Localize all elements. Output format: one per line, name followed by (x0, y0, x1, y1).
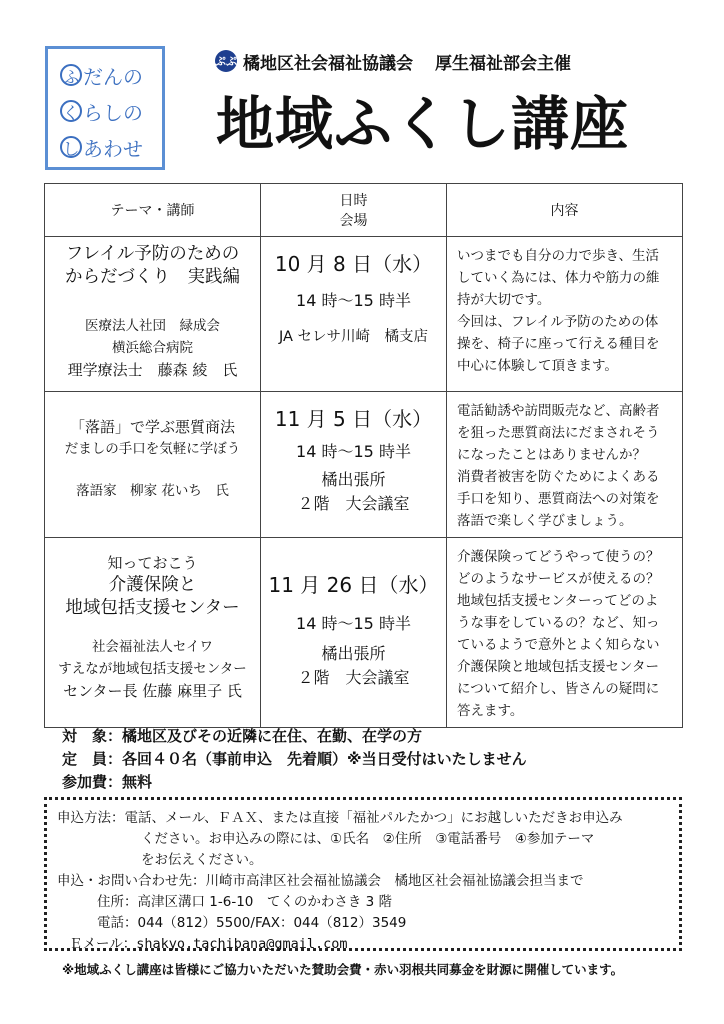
lecturer-line: 医療法人社団 緑成会 (85, 318, 220, 334)
page-title: 地域ふくし講座 (216, 90, 630, 158)
theme-cell (45, 237, 261, 392)
theme-cell (45, 538, 261, 728)
slogan-circle-char: く (60, 100, 82, 122)
lecturer-line: 横浜総合病院 (112, 340, 193, 356)
event-venue: 橘出張所 (321, 644, 386, 663)
lecturer-line: 落語家 柳家 花いち 氏 (76, 483, 229, 499)
schedule-table (44, 183, 683, 728)
fee-line (62, 771, 152, 793)
header-theme: テーマ・講師 (45, 184, 261, 237)
theme-title-line: 知っておこう (107, 554, 198, 572)
emblem-icon: ぷぷ (215, 50, 237, 72)
theme-title-line: だましの手口を気軽に学ぼう (64, 441, 241, 457)
content-cell (447, 237, 683, 392)
method-label: 申込方法： (57, 810, 125, 826)
content-line: 地域包括支援センターってどのよ (457, 593, 659, 609)
capacity-label: 定 員： (62, 750, 123, 768)
email-address[interactable]: shakyo.tachibana@gmail.com (136, 936, 348, 952)
content-line: 持が大切です。 (457, 292, 551, 308)
content-line: 電話勧誘や訪問販売など、高齢者 (457, 403, 660, 419)
contact-line: 申込・お問い合わせ先：川崎市高津区社会福祉協議会 橘地区社会福祉協議会担当まで (57, 873, 584, 889)
date-cell (261, 538, 447, 728)
content-line: 今回は、フレイル予防のための体 (457, 314, 659, 330)
event-date: 11 月 5 日（水） (274, 407, 433, 431)
content-line: 中心に体験して頂きます。 (457, 358, 618, 374)
content-line: 消費者被害を防ぐためによくある (457, 469, 660, 485)
event-time: 14 時～15 時半 (296, 614, 411, 633)
content-line: 操を、椅子に座って行える種目を (457, 336, 660, 352)
content-line: 落語で楽しく学びましょう。 (457, 513, 633, 529)
slogan-line-2 (60, 93, 156, 129)
theme-title-line: からだづくり 実践編 (65, 267, 240, 287)
content-line: いつまでも自分の力で歩き、生活 (457, 248, 659, 264)
content-line: していく為には、体力や筋力の維 (457, 270, 660, 286)
target-line (62, 725, 422, 747)
content-cell (447, 392, 683, 538)
slogan-line-3 (60, 129, 156, 165)
lecturer-line: 社会福祉法人セイワ (91, 639, 214, 655)
organizer-line (215, 48, 685, 74)
capacity-value: 各回４０名（事前申込 先着順）※当日受付はいたしません (122, 750, 527, 768)
lecturer-line: 理学療法士 藤森 綾 氏 (67, 361, 238, 379)
theme-title-line: 介護保険と (108, 575, 197, 595)
content-cell (447, 538, 683, 728)
fee-value: 無料 (122, 773, 153, 791)
content-line: を狙った悪質商法にだまされそう (457, 425, 660, 441)
theme-cell (45, 392, 261, 538)
content-line: 答えます。 (457, 703, 524, 719)
slogan-text: あわせ (83, 136, 143, 161)
date-cell (261, 237, 447, 392)
content-line: 手口を知り、悪質商法への対策を (457, 491, 660, 507)
funding-note: ※地域ふくし講座は皆様にご協力いただいた賛助会費・赤い羽根共同募金を財源に開催しています。 (62, 962, 624, 977)
slogan-circle-char: し (60, 136, 82, 158)
method-text: 電話、メール、ＦＡＸ、または直接「福祉パルたかつ」にお越しいただきお申込み (124, 810, 623, 826)
method-line (57, 808, 669, 829)
slogan-text: だんの (83, 64, 143, 89)
content-line: 介護保険と地域包括支援センター (457, 659, 659, 675)
table-row (45, 392, 683, 538)
event-date: 10 月 8 日（水） (274, 252, 433, 276)
header-date-venue (261, 184, 447, 237)
content-line: について紹介し、皆さんの疑問に (457, 681, 660, 697)
table-row (45, 538, 683, 728)
address-line: 住所：高津区溝口 1-6-10 てくのかわさき 3 階 (97, 894, 393, 910)
slogan-logo-box (45, 46, 165, 170)
date-cell (261, 392, 447, 538)
application-box (44, 797, 682, 951)
event-venue: JA セレサ川崎 橘支店 (278, 329, 429, 345)
event-room: ２階 大会議室 (297, 668, 410, 687)
slogan-text: らしの (83, 100, 143, 125)
event-time: 14 時～15 時半 (296, 442, 411, 461)
theme-title-line: 地域包括支援センター (65, 598, 240, 618)
target-label: 対 象： (62, 727, 123, 745)
table-header-row (45, 184, 683, 237)
table-row (45, 237, 683, 392)
event-time: 14 時～15 時半 (296, 291, 411, 310)
header-venue: 会場 (339, 213, 368, 229)
fee-label: 参加費： (62, 773, 123, 791)
theme-title-line: 「落語」で学ぶ悪質商法 (69, 418, 235, 436)
content-line: うな事をしているの？など、知っ (457, 615, 660, 631)
header-content: 内容 (447, 184, 683, 237)
content-line: になったことはありませんか？ (457, 447, 646, 463)
email-label: Ｅメール： (69, 936, 137, 952)
content-line: どのようなサービスが使えるの？ (457, 571, 660, 587)
sponsor-name: 厚生福祉部会主催 (435, 53, 571, 74)
event-date: 11 月 26 日（水） (268, 573, 439, 597)
method-line: ください。お申込みの際には、①氏名 ②住所 ③電話番号 ④参加テーマ (141, 831, 595, 847)
lecturer-line: センター長 佐藤 麻里子 氏 (63, 682, 242, 700)
event-room: ２階 大会議室 (297, 494, 410, 513)
event-venue: 橘出張所 (321, 470, 386, 489)
email-line (57, 934, 669, 955)
lecturer-line: すえなが地域包括支援センター (58, 661, 247, 677)
slogan-circle-char: ふ (60, 64, 82, 86)
content-line: ているようで意外とよく知らない (457, 637, 660, 653)
theme-title-line: フレイル予防のための (65, 244, 240, 264)
capacity-line (62, 748, 527, 770)
phone-line: 電話：044（812）5500/FAX：044（812）3549 (97, 915, 407, 931)
content-line: 介護保険ってどうやって使うの？ (457, 549, 660, 565)
slogan-line-1 (60, 57, 156, 93)
organizer-name: 橘地区社会福祉協議会 (243, 53, 413, 74)
target-value: 橘地区及びその近隣に在住、在勤、在学の方 (122, 727, 423, 745)
method-line: をお伝えください。 (141, 852, 263, 868)
header-date: 日時 (339, 193, 368, 209)
